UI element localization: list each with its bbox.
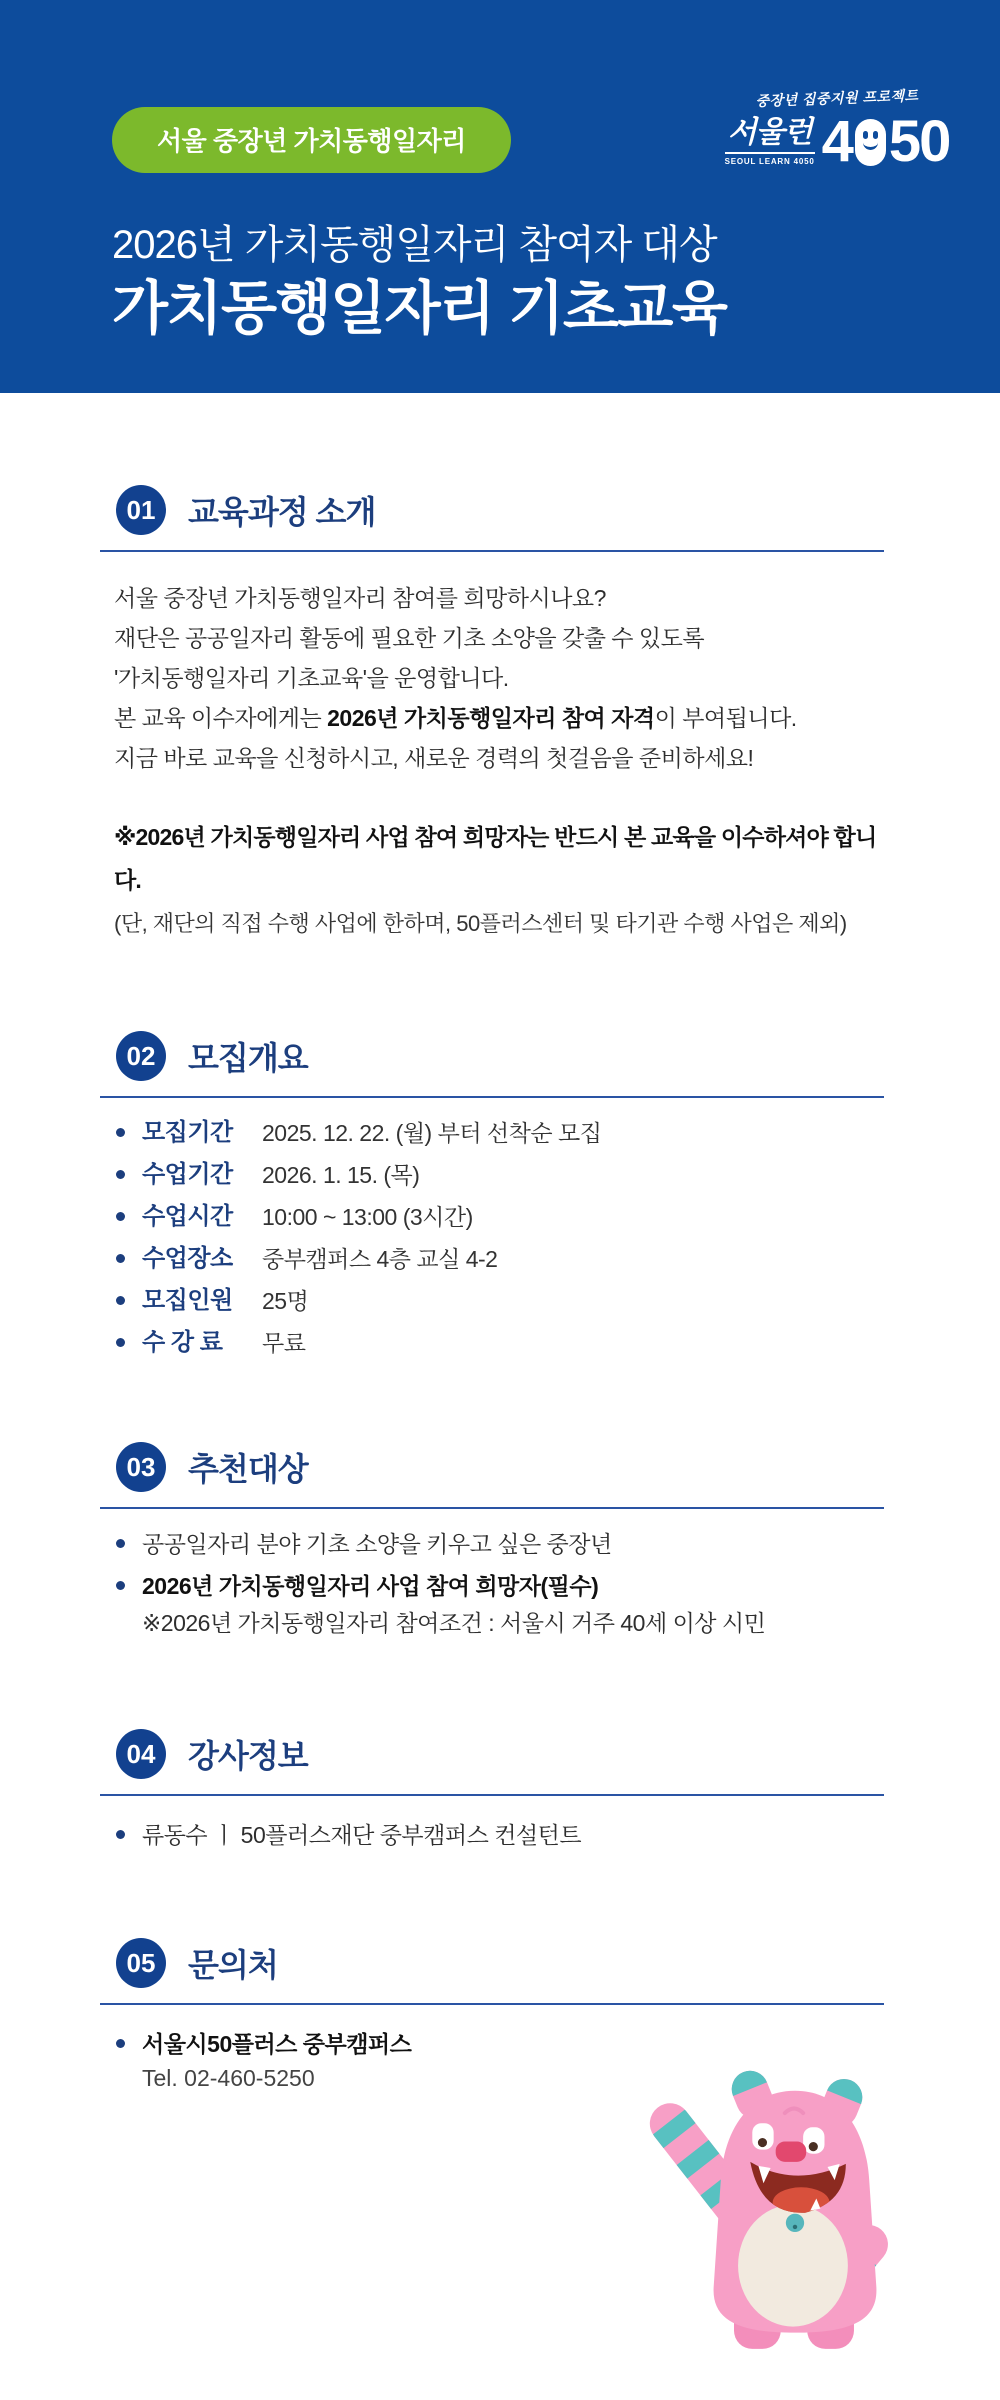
- logo-brand-block: [725, 118, 815, 166]
- list-item: [100, 1822, 884, 1848]
- item-label: 수업기간: [142, 1161, 233, 1188]
- section-recommended-target: [100, 1442, 884, 1643]
- section-04-heading: [100, 1729, 884, 1796]
- section-number-badge: 01: [116, 485, 166, 535]
- section-title: 교육과정 소개: [188, 494, 376, 530]
- list-item: [100, 1288, 884, 1314]
- section-course-intro: [100, 485, 884, 945]
- list-item: [100, 1204, 884, 1230]
- section-title: 모집개요: [188, 1040, 308, 1076]
- intro-line: 지금 바로 교육을 신청하시고, 새로운 경력의 첫걸음을 준비하세요!: [114, 745, 754, 771]
- section-number-badge: 04: [116, 1729, 166, 1779]
- section-title: 문의처: [188, 1947, 278, 1983]
- logo-brand-name: 서울런: [727, 116, 812, 149]
- instructor-text: 류동수 ㅣ 50플러스재단 중부캠퍼스 컨설턴트: [142, 1822, 582, 1848]
- section-01-heading: [100, 485, 884, 552]
- smiley-left-eye: [863, 131, 868, 139]
- logo-brand-subtext: SEOUL LEARN 4050: [725, 152, 815, 166]
- section-03-heading: [100, 1442, 884, 1509]
- item-text: 공공일자리 분야 기초 소양을 키우고 싶은 중장년: [142, 1531, 612, 1557]
- bullet-icon: [116, 1296, 125, 1305]
- item-value: 10:00 ~ 13:00 (3시간): [262, 1204, 473, 1230]
- intro-line: 본 교육 이수자에게는 2026년 가치동행일자리 참여 자격이 부여됩니다.: [114, 705, 797, 731]
- section-number-badge: 05: [116, 1938, 166, 1988]
- bullet-icon: [116, 1170, 125, 1179]
- section-05-heading: [100, 1938, 884, 2005]
- item-value: 2026. 1. 15. (목): [262, 1162, 420, 1188]
- intro-line: 재단은 공공일자리 활동에 필요한 기초 소양을 갖출 수 있도록: [114, 625, 705, 651]
- hero-banner: [0, 0, 1000, 393]
- section-02-heading: [100, 1031, 884, 1098]
- item-label: 수업시간: [142, 1203, 233, 1230]
- content-area: [0, 485, 1000, 2093]
- item-label: 모집기간: [142, 1119, 233, 1146]
- bullet-icon: [116, 1581, 125, 1590]
- emphasis-text: 2026년 가치동행일자리 참여 자격: [327, 705, 655, 731]
- program-badge: 서울 중장년 가치동행일자리: [112, 107, 511, 173]
- item-label: 모집인원: [142, 1287, 233, 1314]
- target-sub-note: ※2026년 가치동행일자리 참여조건 : 서울시 거주 40세 이상 시민: [142, 1610, 766, 1636]
- bullet-icon: [116, 1212, 125, 1221]
- item-value: 2025. 12. 22. (월) 부터 선착순 모집: [262, 1120, 602, 1146]
- item-value: 무료: [262, 1330, 306, 1356]
- list-item: [100, 1330, 884, 1356]
- logo-digit-4: 4: [821, 109, 852, 174]
- list-item: [100, 1120, 884, 1146]
- intro-note-sub: (단, 재단의 직접 수행 사업에 한하며, 50플러스센터 및 타기관 수행 사업은 제외): [114, 911, 847, 936]
- list-item: [100, 1531, 884, 1557]
- logo-digits-50: 50: [888, 109, 950, 174]
- seoul-learn-4050-logo: [722, 87, 952, 174]
- bullet-icon: [116, 1338, 125, 1347]
- list-item: [100, 1573, 884, 1599]
- hero-subtitle: 2026년 가치동행일자리 참여자 대상: [112, 223, 717, 267]
- item-text-bold: 2026년 가치동행일자리 사업 참여 희망자(필수): [142, 1573, 599, 1599]
- item-value: 중부캠퍼스 4층 교실 4-2: [262, 1246, 498, 1272]
- bullet-icon: [116, 1128, 125, 1137]
- intro-line: '가치동행일자리 기초교육'을 운영합니다.: [114, 665, 509, 691]
- intro-paragraph: [114, 578, 884, 778]
- intro-line: 서울 중장년 가치동행일자리 참여를 희망하시나요?: [114, 585, 606, 611]
- intro-note: [114, 816, 884, 945]
- recruit-list: [100, 1120, 884, 1356]
- page-title: 가치동행일자리 기초교육: [112, 276, 727, 341]
- pink-monster-mascot: [630, 2048, 960, 2353]
- logo-row: [722, 109, 952, 174]
- section-number-badge: 03: [116, 1442, 166, 1492]
- instructor-list: [100, 1822, 884, 1848]
- section-recruit-overview: [100, 1031, 884, 1356]
- logo-4050-number: [821, 109, 950, 174]
- contact-tel: Tel. 02-460-5250: [142, 2065, 315, 2091]
- smiley-right-eye: [873, 131, 878, 139]
- section-title: 추천대상: [188, 1451, 308, 1487]
- item-label: 수업장소: [142, 1245, 233, 1272]
- item-label: 수 강 료: [142, 1329, 223, 1356]
- logo-slogan: 중장년 집중지원 프로젝트: [755, 87, 919, 109]
- list-item: [100, 1246, 884, 1272]
- intro-note-bold: ※2026년 가치동행일자리 사업 참여 희망자는 반드시 본 교육을 이수하셔야 합니다.: [114, 824, 877, 893]
- section-instructor-info: [100, 1729, 884, 1848]
- contact-place: 서울시50플러스 중부캠퍼스: [142, 2031, 412, 2057]
- smiley-zero-icon: [855, 119, 886, 166]
- section-title: 강사정보: [188, 1738, 308, 1774]
- bullet-icon: [116, 1830, 125, 1839]
- section-number-badge: 02: [116, 1031, 166, 1081]
- smiley-mouth: [863, 141, 878, 150]
- list-item: [100, 1162, 884, 1188]
- bullet-icon: [116, 2039, 125, 2048]
- item-value: 25명: [262, 1288, 309, 1314]
- bullet-icon: [116, 1539, 125, 1548]
- bullet-icon: [116, 1254, 125, 1263]
- target-list: [100, 1531, 884, 1643]
